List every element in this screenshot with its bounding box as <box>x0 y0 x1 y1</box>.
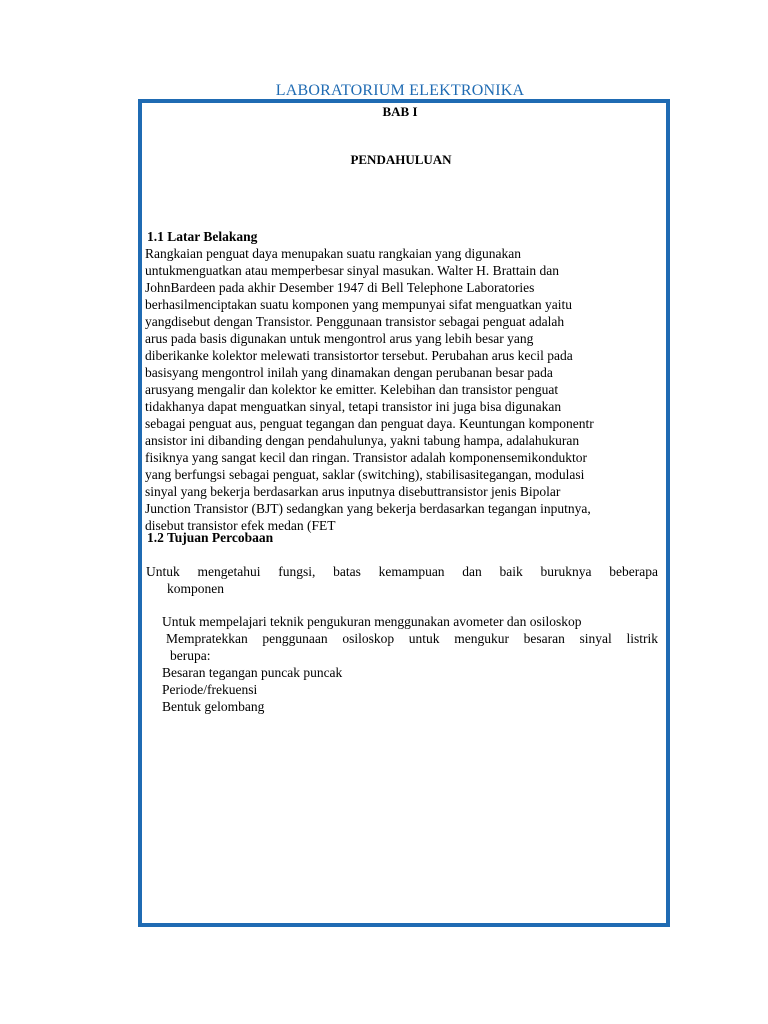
paragraph-line: disebut transistor efek medan (FET <box>145 518 336 533</box>
section-heading-latar-belakang: 1.1 Latar Belakang <box>147 229 258 244</box>
paragraph-line: berhasilmenciptakan suatu komponen yang mempunyai sifat menguatkan yaitu <box>145 297 573 312</box>
paragraph-line: JohnBardeen pada akhir Desember 1947 di Bell Telephone Laboratories <box>145 280 535 295</box>
lab-title-text: LABORATORIUM ELEKTRONIKA <box>275 82 525 99</box>
paragraph-line: Junction Transistor (BJT) sedangkan yang bekerja berdasarkan tegangan inputnya, <box>145 501 591 516</box>
paragraph-line: sinyal yang bekerja berdasarkan arus inputnya disebuttransistor jenis Bipolar <box>145 484 561 499</box>
chapter-title: PENDAHULUAN <box>350 152 452 167</box>
chapter-label: BAB I <box>382 104 418 119</box>
paragraph-line: yang berfungsi sebagai penguat, saklar (switching), stabilisasitegangan, modulasi <box>145 467 585 482</box>
paragraph-line: ansistor ini dibanding dengan pendahulunya, yakni tabung hampa, adalahukuran <box>145 433 580 448</box>
paragraph-line: fisiknya yang sangat kecil dan ringan. Transistor adalah komponensemikonduktor <box>145 450 588 465</box>
paragraph-line: untukmenguatkan atau memperbesar sinyal masukan. Walter H. Brattain dan <box>145 263 560 278</box>
goal-item: Periode/frekuensi <box>162 682 258 697</box>
paragraph-line: basisyang mengontrol inilah yang dinamakan dengan perubanan besar pada <box>145 365 553 380</box>
paragraph-line: arusyang mengalir dan kolektor ke emitter. Kelebihan dan transistor penguat <box>145 382 559 397</box>
goal-item-continuation: berupa: <box>170 648 211 663</box>
paragraph-line: diberikanke kolektor melewati transistortor tersebut. Perubahan arus kecil pada <box>145 348 573 363</box>
goal-item: Mempratekkan penggunaan osiloskop untuk mengukur besaran sinyal listrik <box>166 631 658 646</box>
goal-main-line-2: komponen <box>167 581 224 596</box>
goal-item: Untuk mempelajari teknik pengukuran menggunakan avometer dan osiloskop <box>162 614 582 629</box>
paragraph-line: tidakhanya dapat menguatkan sinyal, tetapi transistor ini juga bisa digunakan <box>145 399 562 414</box>
goal-list <box>162 613 658 715</box>
paragraph-line: Rangkaian penguat daya menupakan suatu rangkaian yang digunakan <box>145 246 521 261</box>
paragraph-line: arus pada basis digunakan untuk mengontrol arus yang lebih besar yang <box>145 331 534 346</box>
paragraph-line: yangdisebut dengan Transistor. Penggunaan transistor sebagai penguat adalah <box>145 314 565 329</box>
background-paragraph <box>145 245 665 534</box>
goal-main-line-1: Untuk mengetahui fungsi, batas kemampuan dan baik buruknya beberapa <box>146 564 658 579</box>
goal-item: Besaran tegangan puncak puncak <box>162 665 343 680</box>
section-heading-tujuan-percobaan: 1.2 Tujuan Percobaan <box>147 530 274 545</box>
goal-main-text <box>146 563 658 597</box>
paragraph-line: sebagai penguat aus, penguat tegangan dan penguat daya. Keuntungan komponentr <box>145 416 594 431</box>
goal-item: Bentuk gelombang <box>162 699 265 714</box>
lab-title <box>0 82 768 100</box>
